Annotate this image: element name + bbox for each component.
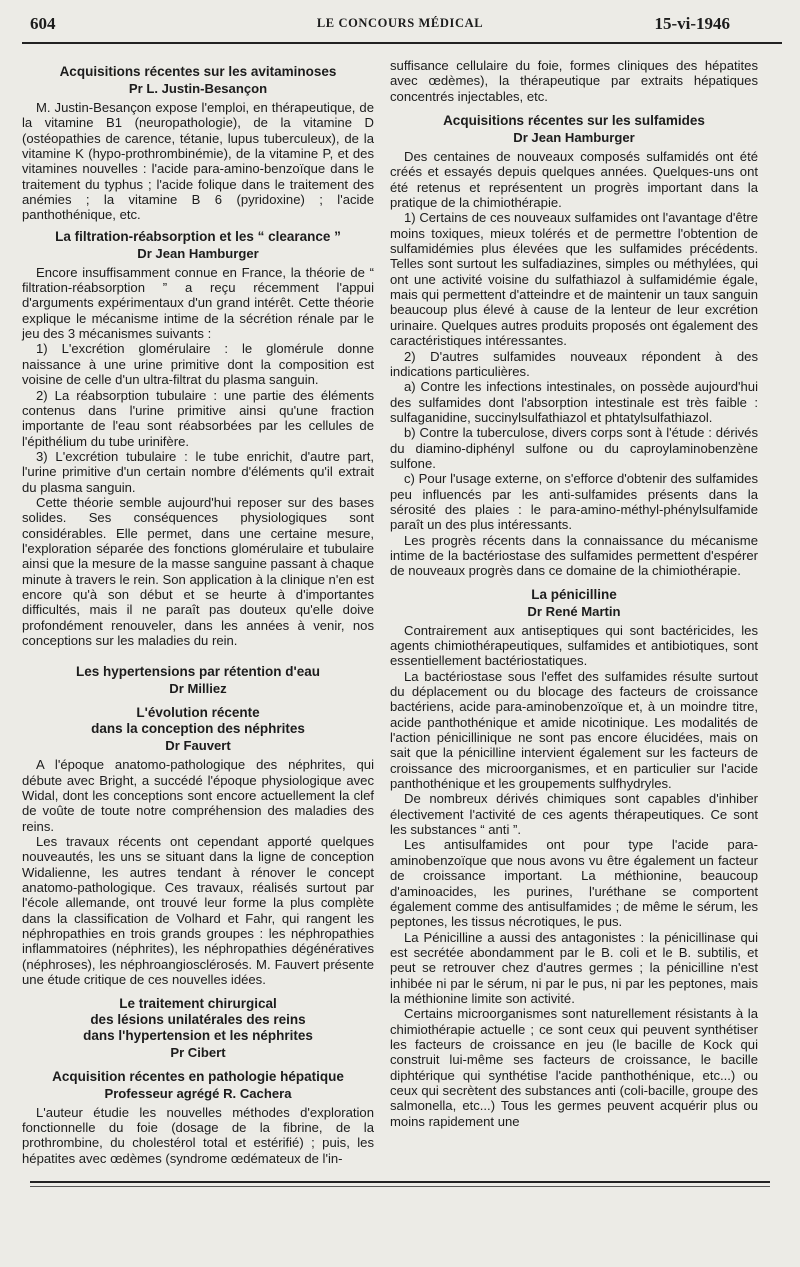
section-title: La pénicilline [531, 586, 617, 602]
paragraph: L'auteur étudie les nouvelles méthodes d'exploration fonctionnelle du foie (dosage de la fibrine, de la prothrombine, du cholestérol total et estérifié) ; puis, les hépatites avec œdèmes (syndrome œdémateux de l'in- [22, 1104, 374, 1166]
paragraph: b) Contre la tuberculose, divers corps sont à l'étude : dérivés du diamino-diphényl sulfone ou du caproylaminobenzène sulfone. [390, 425, 758, 471]
paragraph: suffisance cellulaire du foie, formes cliniques des hépatites avec œdèmes), la thérapeutique par extraits hépatiques concentrés injectables, etc. [390, 58, 758, 104]
section-title-line: L'évolution récente [136, 705, 260, 721]
section-title: Acquisitions récentes sur les avitaminoses [59, 64, 337, 79]
paragraph: De nombreux dérivés chimiques sont capables d'inhiber électivement l'activité de ces agents thérapeutiques. Ce sont les substances “ anti ”. [390, 791, 758, 838]
header-rule [22, 42, 782, 44]
left-column [22, 58, 374, 1166]
section-author: Pr L. Justin-Besançon [128, 81, 268, 96]
section-title-line: des lésions unilatérales des reins [90, 1011, 306, 1027]
paragraph: Les progrès récents dans la connaissance du mécanisme intime de la bactériostase des sulfamides permettent d'espérer de nouveaux progrès dans ce domaine de la chimiothérapie. [390, 532, 758, 579]
section-title [22, 996, 374, 1044]
paragraph: Certains microorganismes sont naturellement résistants à la chimiothérapie actuelle ; ce sont ceux qui peuvent synthétiser les facteurs de croissance en jeu (le bacille de Kock qui construit lui-même ses facteurs de croissance, le bacille diphtérique qui synthétise l'acide panthothénique, etc...) ou ceux qui secrètent des substances anti (coli-bacille, groupe des salmonella, etc...) Tous les germes peuvent acquérir plus ou moins rapidement une [390, 1006, 758, 1129]
paragraph: Les travaux récents ont cependant apporté quelques nouveautés, les uns se situant dans la ligne de conception Widalienne, les autres tendant à rénover le concept anatomo-pathologique. Ces travaux, réalisés surtout par l'école allemande, ont trouvé leur forme la plus complète dans la classification de Volhard et Fahr, qui rangent les néphropathies en trois grands groupes : les néphropathies inflammatoires (néphrites), les néphropathies dégénératives (néphroses), les néphroangiosclérosés. M. Fauvert présente une étude critique de ces nouvelles idées. [22, 834, 374, 988]
section-author: Dr Jean Hamburger [513, 130, 635, 146]
paragraph: Cette théorie semble aujourd'hui reposer sur des bases solides. Ses conséquences physiologiques sont considérables. Elle permet, dans une certaine mesure, l'exploration séparée des fonctions glomérulaire et tubulaire ainsi que la mesure de la masse sanguine passant à chaque minute à travers le rein. Son application à la clinique n'en est encore qu'à son début et se heurte à d'importantes difficultés, mais il ne paraît pas douteux qu'elle doive profondément renouveler, dans les années à venir, nos conceptions sur les maladies du rein. [22, 494, 374, 648]
right-column [390, 58, 758, 1129]
paragraph: 2) D'autres sulfamides nouveaux répondent à des indications particulières. [390, 348, 758, 379]
section-author: Dr René Martin [527, 603, 621, 619]
section-author: Dr Fauvert [165, 738, 231, 754]
issue-date: 15-vi-1946 [654, 14, 730, 33]
paragraph: 2) La réabsorption tubulaire : une partie des éléments contenus dans l'urine primitive ainsi qu'une fraction importante de l'eau sont réabsorbées par les cellules de l'épithélium du tube urinifère. [22, 387, 374, 449]
journal-title: LE CONCOURS MÉDICAL [316, 16, 484, 30]
paragraph: M. Justin-Besançon expose l'emploi, en thérapeutique, de la vitamine B1 (neuropathologie), de la vitamine D (ostéopathies de carence, tétanie, lupus tuberculeux), de la vitamine K (hypo-prothrombinémie), de la vitamine P, et des vitamines nouvelles : l'acide para-amino-benzoïque dans le traitement du typhus ; l'acide folique dans le traitement des anémies ; la vitamine B 6 (pyridoxine) ; l'acide panthothénique, etc. [22, 100, 374, 223]
paragraph: La bactériostase sous l'effet des sulfamides résulte surtout du déplacement ou du blocage des facteurs de croissance bactériens, acide para-aminobenzoïque et, à un moindre titre, acide panthothénique et amide nicotinique. Les modalités de l'action pénicillinique ne sont pas encore élucidées, mais on sait que la pénicilline intervient également sur les facteurs de croissance des microorganismes, et en particulier sur l'acide panthothénique et les groupements sulfhydryles. [390, 668, 758, 792]
paragraph: A l'époque anatomo-pathologique des néphrites, qui débute avec Bright, a succédé l'époque physiologique avec Widal, dont les conceptions sont encore actuellement la clef de voûte de toute notre compréhension des maladies des reins. [22, 757, 374, 834]
page-number: 604 [30, 14, 56, 33]
section-title [22, 705, 374, 737]
paragraph: 1) Certains de ces nouveaux sulfamides ont l'avantage d'être moins toxiques, mieux tolérés et de permettre l'obtention de sulfamidémies plus élevées que les sulfamides précédents. Telles sont surtout les sulfadiazines, simples ou méthylées, qui ont une activité voisine du sulfathiazol à sulfamidémie égale, mais qui permettent d'atteindre et de maintenir un taux sanguin beaucoup plus élevé à cause de la lenteur de leur excrétion urinaire. Quelques autres produits proposés ont également des caractéristiques intéressantes. [390, 210, 758, 349]
section-title-line: Le traitement chirurgical [119, 995, 277, 1011]
paragraph: La Pénicilline a aussi des antagonistes : la pénicillinase qui est secrétée abondamment par le B. coli et le B. subtilis, et peut se retrouver chez d'autres germes ; la pénicilline n'est inhibée ni par le sérum, ni par le pus, ni par les peptones, mais la méthionine limite son activité. [390, 929, 758, 1006]
paragraph: 1) L'excrétion glomérulaire : le glomérule donne naissance à une urine primitive dont la composition est voisine de celle d'un ultra-filtrat du plasma sanguin. [22, 341, 374, 388]
paragraph: 3) L'excrétion tubulaire : le tube enrichit, d'autre part, l'urine primitive d'un certain nombre d'éléments qu'il extrait du plasma sanguin. [22, 448, 374, 495]
section-title-line: dans la conception des néphrites [91, 721, 305, 737]
section-author: Pr Cibert [170, 1044, 226, 1060]
section-title: Acquisitions récentes sur les sulfamides [443, 113, 705, 129]
section-author: Professeur agrégé R. Cachera [104, 1085, 292, 1101]
paragraph: Des centaines de nouveaux composés sulfamidés ont été créés et essayés depuis quelques années. Quelques-uns ont été retenus et représentent un progrès important dans la pratique de la chimiothérapie. [390, 149, 758, 211]
paragraph: a) Contre les infections intestinales, on possède aujourd'hui des sulfamides dont l'absorption intestinale est très faible : sulfaganidine, succinylsulfathiazol et phtatylsulfathiazol. [390, 379, 758, 425]
section-title: Les hypertensions par rétention d'eau [75, 664, 320, 680]
section-title-line: dans l'hypertension et les néphrites [83, 1027, 313, 1043]
section-title: Acquisition récentes en pathologie hépatique [52, 1068, 344, 1084]
section-title: La filtration-réabsorption et les “ clearance ” [55, 228, 341, 244]
page-header [0, 14, 800, 42]
section-author: Dr Jean Hamburger [137, 245, 259, 261]
paragraph: Contrairement aux antiseptiques qui sont bactéricides, les agents chimiothérapeutiques, sulfamides et antibiotiques, sont essentiellement bactériostatiques. [390, 622, 758, 669]
paragraph: c) Pour l'usage externe, on s'efforce d'obtenir des sulfamides peu influencés par les anti-sulfamides présents dans la sérosité des plaies : le para-amino-méthyl-phénylsulfamide paraît un des plus intéressants. [390, 471, 758, 533]
section-author: Dr Milliez [169, 681, 227, 697]
footer-rule [30, 1181, 770, 1183]
paragraph: Encore insuffisamment connue en France, la théorie de “ filtration-réabsorption ” a reçu récemment l'appui d'arguments expérimentaux d'un grand intérêt. Cette théorie explique le mécanisme intime de la sécrétion rénale par le jeu des 3 mécanismes suivants : [22, 264, 374, 342]
footer-rule-thin [30, 1186, 770, 1187]
paragraph: Les antisulfamides ont pour type l'acide para-aminobenzoïque que nous avons vu être également un facteur de croissance important. La méthionine, beaucoup d'aminoacides, les purines, l'uréthane se comportent également comme des antisulfamides ; de même le sérum, les peptones, les tissus nécrotiques, le pus. [390, 837, 758, 930]
